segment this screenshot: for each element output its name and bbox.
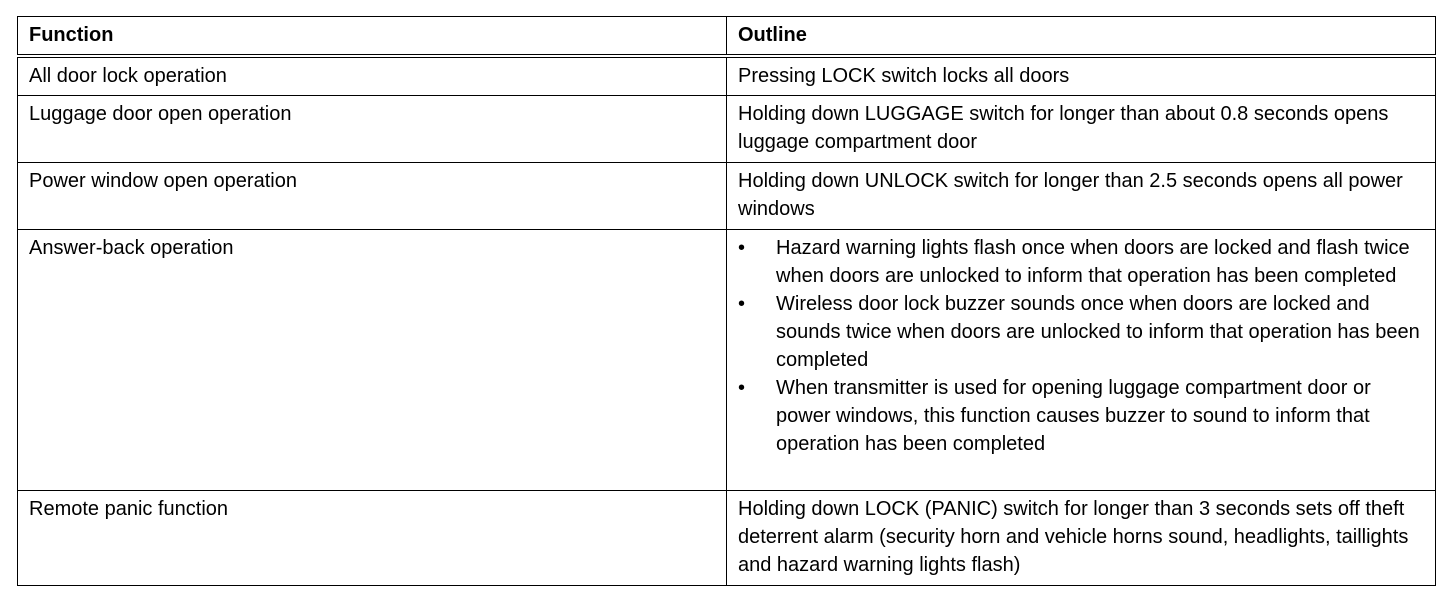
row-function-cell: All door lock operation: [18, 56, 727, 95]
row-function-cell: Answer-back operation: [18, 229, 727, 490]
bullet-text: Hazard warning lights flash once when doors are locked and flash twice when doors are unlocked to inform that operation has been completed: [776, 236, 1410, 287]
bullet-text: When transmitter is used for opening luggage compartment door or power windows, this function causes buzzer to sound to inform that operation has been completed: [776, 376, 1371, 455]
row-function-cell: Power window open operation: [18, 162, 727, 229]
header-function: Function: [18, 17, 727, 57]
header-outline: Outline: [727, 17, 1436, 57]
table-row: [18, 56, 1436, 95]
bullet-item: [738, 234, 1425, 290]
row-outline-cell: [727, 229, 1436, 490]
row-outline-cell: Pressing LOCK switch locks all doors: [727, 56, 1436, 95]
outline-bullet-list: [738, 234, 1425, 458]
bullet-icon: •: [738, 292, 746, 315]
bullet-item: [738, 290, 1425, 374]
row-outline-cell: Holding down LUGGAGE switch for longer than about 0.8 seconds opens luggage compartment door: [727, 95, 1436, 162]
table-row: [18, 95, 1436, 162]
table-row: [18, 162, 1436, 229]
table-row: [18, 229, 1436, 490]
row-outline-cell: Holding down UNLOCK switch for longer than 2.5 seconds opens all power windows: [727, 162, 1436, 229]
table-header-row: [18, 17, 1436, 57]
row-function-cell: Luggage door open operation: [18, 95, 727, 162]
row-outline-cell: Holding down LOCK (PANIC) switch for longer than 3 seconds sets off theft deterrent alarm (security horn and vehicle horns sound, headlights, taillights and hazard warning lights flash): [727, 490, 1436, 585]
bullet-icon: •: [738, 376, 746, 399]
bullet-icon: •: [738, 236, 746, 259]
row-function-cell: Remote panic function: [18, 490, 727, 585]
table-row: [18, 490, 1436, 585]
function-outline-table: [17, 16, 1436, 586]
bullet-item: [738, 374, 1425, 458]
bullet-text: Wireless door lock buzzer sounds once when doors are locked and sounds twice when doors are unlocked to inform that operation has been completed: [776, 292, 1420, 371]
